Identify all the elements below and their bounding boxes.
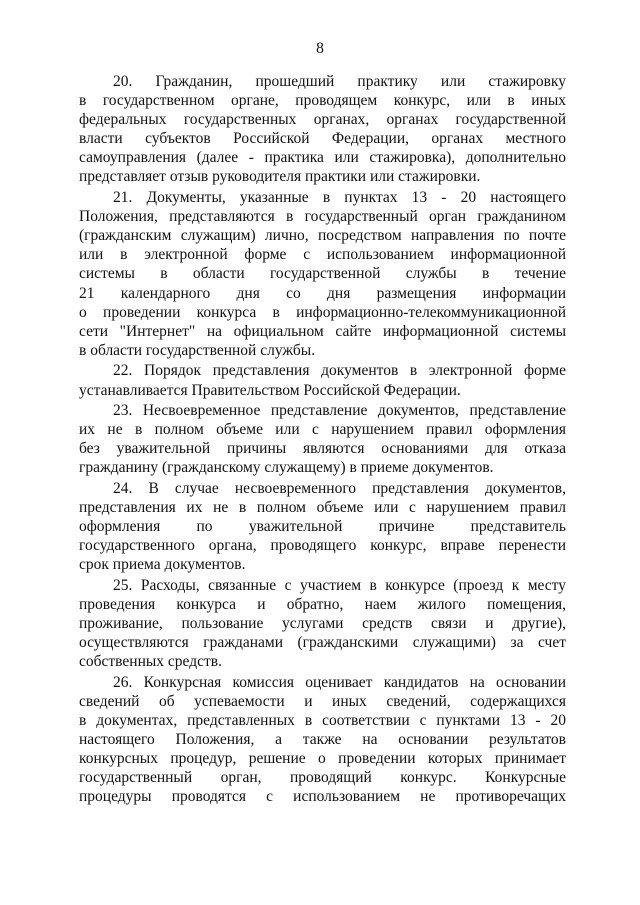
text-line: сети "Интернет" на официальном сайте информационной системы — [79, 322, 566, 340]
text-line: проживание, пользование услугами средств связи и другие), — [79, 615, 566, 633]
text-line: собственных средств. — [79, 653, 222, 671]
text-line: представляет отзыв руководителя практики или стажировки. — [79, 168, 481, 186]
text-line: или в электронной форме с использованием информационной — [79, 246, 566, 264]
text-line: оформления по уважительной причине представитель — [79, 518, 566, 536]
text-line: осуществляются гражданами (гражданскими служащими) за счет — [79, 634, 566, 652]
text-line: государственный орган, проводящий конкурс. Конкурсные — [79, 769, 566, 787]
document-body — [79, 72, 566, 808]
text-line: их не в полном объеме или с нарушением правил оформления — [79, 421, 566, 439]
text-line: (гражданским служащим) лично, посредством направления по почте — [79, 227, 566, 245]
text-line: устанавливается Правительством Российской Федерации. — [79, 381, 461, 399]
text-line: системы в области государственной службы в течение — [79, 265, 566, 283]
text-line: проведения конкурса и обратно, наем жилого помещения, — [79, 596, 566, 614]
text-line: власти субъектов Российской Федерации, органах местного — [79, 130, 566, 148]
paragraph — [79, 361, 566, 399]
paragraph — [79, 576, 566, 671]
paragraph — [79, 673, 566, 807]
text-line: настоящего Положения, а также на основании результатов — [79, 731, 566, 749]
text-line: гражданину (гражданскому служащему) в приеме документов. — [79, 459, 494, 477]
text-line: 21. Документы, указанные в пунктах 13 - 20 настоящего — [113, 189, 566, 207]
text-line: 24. В случае несвоевременного представления документов, — [113, 479, 566, 497]
text-line: 22. Порядок представления документов в электронной форме — [113, 362, 566, 380]
text-line: без уважительной причины являются основаниями для отказа — [79, 440, 566, 458]
text-line: 25. Расходы, связанные с участием в конкурсе (проезд к месту — [113, 576, 566, 594]
text-line: сведений об успеваемости и иных сведений, содержащихся — [79, 693, 566, 710]
text-line: 26. Конкурсная комиссия оценивает кандидатов на основании — [113, 673, 566, 691]
text-line: процедуры проводятся с использованием не противоречащих — [79, 788, 566, 806]
text-line: срок приема документов. — [79, 556, 246, 574]
paragraph — [79, 401, 566, 477]
page-number: 8 — [316, 40, 324, 57]
text-line: в документах, представленных в соответствии с пунктами 13 - 20 — [79, 712, 566, 730]
text-line: в области государственной службы. — [79, 341, 316, 359]
paragraph — [79, 72, 566, 187]
paragraph — [79, 479, 566, 574]
text-line: самоуправления (далее - практика или стажировка), дополнительно — [79, 149, 566, 167]
text-line: государственного органа, проводящего конкурс, вправе перенести — [79, 537, 566, 555]
text-line: о проведении конкурса в информационно-телекоммуникационной — [79, 303, 566, 321]
text-line: 21 календарного дня со дня размещения информации — [79, 284, 566, 302]
text-line: Положения, представляются в государственный орган гражданином — [79, 208, 566, 226]
text-line: представления их не в полном объеме или с нарушением правил — [79, 499, 566, 517]
text-line: 23. Несвоевременное представление документов, представление — [113, 402, 566, 420]
text-line: в государственном органе, проводящем конкурс, или в иных — [79, 92, 566, 110]
paragraph — [79, 188, 566, 360]
text-line: федеральных государственных органах, органах государственной — [79, 111, 566, 129]
text-line: конкурсных процедур, решение о проведении которых принимает — [79, 750, 566, 768]
text-line: 20. Гражданин, прошедший практику или стажировку — [113, 73, 566, 90]
